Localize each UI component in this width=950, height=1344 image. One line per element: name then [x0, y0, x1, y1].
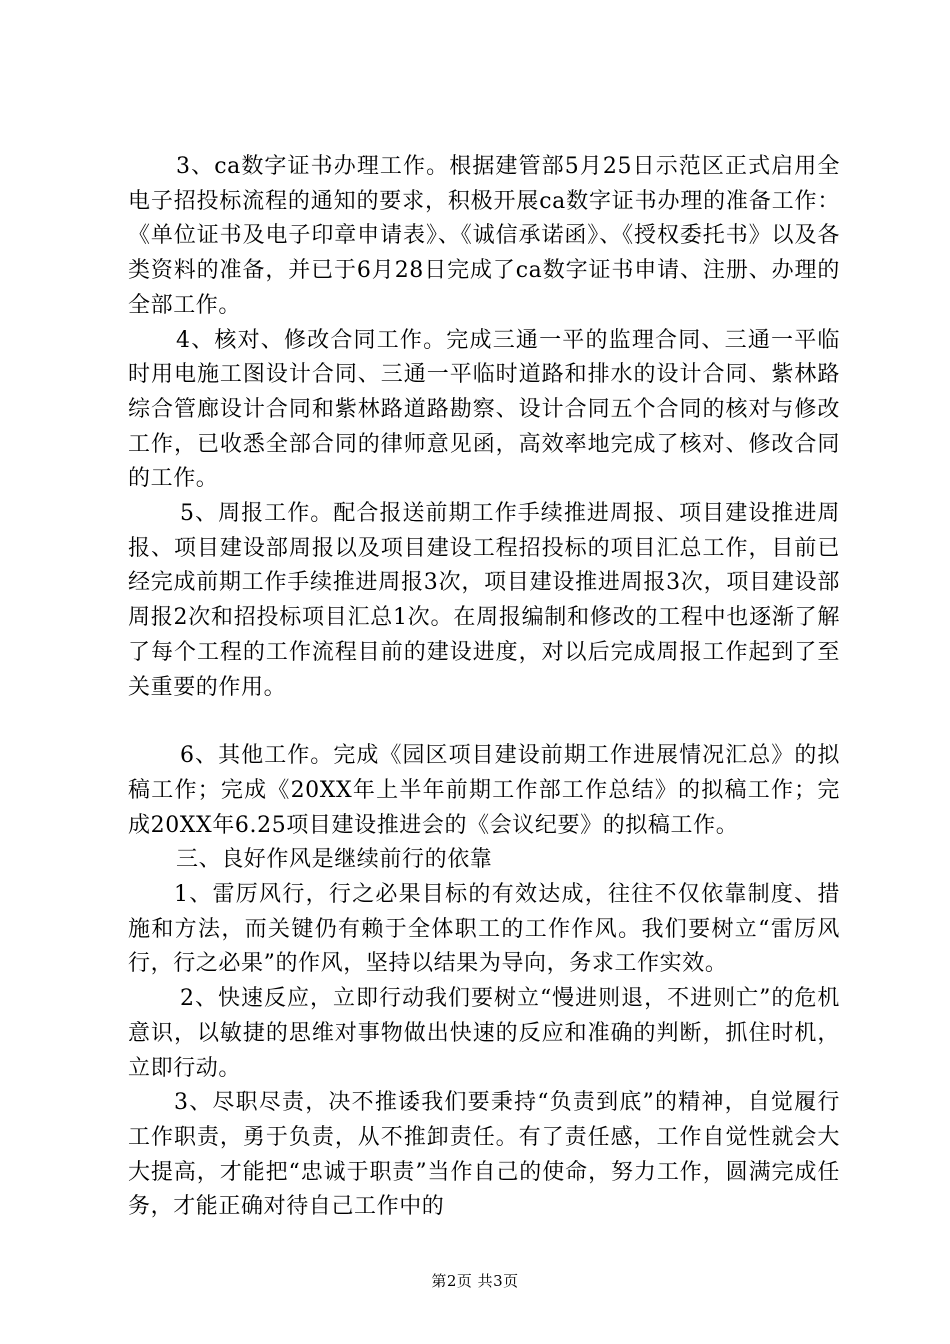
- paragraph-ca-certificate: 3、ca数字证书办理工作。根据建管部5月25日示范区正式启用全电子招投标流程的通知的要求，积极开展ca数字证书办理的准备工作：《单位证书及电子印章申请表》、《诚信承诺函》、《授权委托书》以及各类资料的准备，并已于6月28日完成了ca数字证书申请、注册、办理的全部工作。: [128, 154, 840, 318]
- paragraph-weekly-report: 5、周报工作。配合报送前期工作手续推进周报、项目建设推进周报、项目建设部周报以及项目建设工程招投标的项目汇总工作，目前已经完成前期工作手续推进周报3次，项目建设推进周报3次，项目建设部周报2次和招投标项目汇总1次。在周报编制和修改的工程中也逐渐了解了每个工程的工作流程目前的建设进度，对以后完成周报工作起到了至关重要的作用。: [128, 501, 840, 700]
- page-footer: 第2页 共3页: [431, 1272, 519, 1290]
- section-heading-work-style: 三、良好作风是继续前行的依靠: [176, 847, 493, 873]
- paragraph-act-swiftly: 1、雷厉风行，行之必果目标的有效达成，往往不仅依靠制度、措施和方法，而关键仍有赖于全体职工的工作作风。我们要树立“雷厉风行，行之必果”的作风，坚持以结果为导向，务求工作实效。: [128, 882, 840, 977]
- document-body: [128, 150, 840, 1225]
- paragraph-due-diligence: 3、尽职尽责，决不推诿我们要秉持“负责到底”的精神，自觉履行工作职责，勇于负责，从不推卸责任。有了责任感，工作自觉性就会大大提高，才能把“忠诚于职责”当作自己的使命，努力工作，圆满完成任务，才能正确对待自己工作中的: [128, 1090, 840, 1220]
- paragraph-contract-review: 4、核对、修改合同工作。完成三通一平的监理合同、三通一平临时用电施工图设计合同、三通一平临时道路和排水的设计合同、紫林路综合管廊设计合同和紫林路道路勘察、设计合同五个合同的核对与修改工作，已收悉全部合同的律师意见函，高效率地完成了核对、修改合同的工作。: [128, 327, 840, 492]
- paragraph-quick-response: 2、快速反应，立即行动我们要树立“慢进则退，不进则亡”的危机意识，以敏捷的思维对事物做出快速的反应和准确的判断，抓住时机，立即行动。: [128, 986, 840, 1081]
- paragraph-other-work: 6、其他工作。完成《园区项目建设前期工作进展情况汇总》的拟稿工作；完成《20XX年上半年前期工作部工作总结》的拟稿工作；完成20XX年6.25项目建设推进会的《会议纪要》的拟稿工作。: [128, 743, 840, 838]
